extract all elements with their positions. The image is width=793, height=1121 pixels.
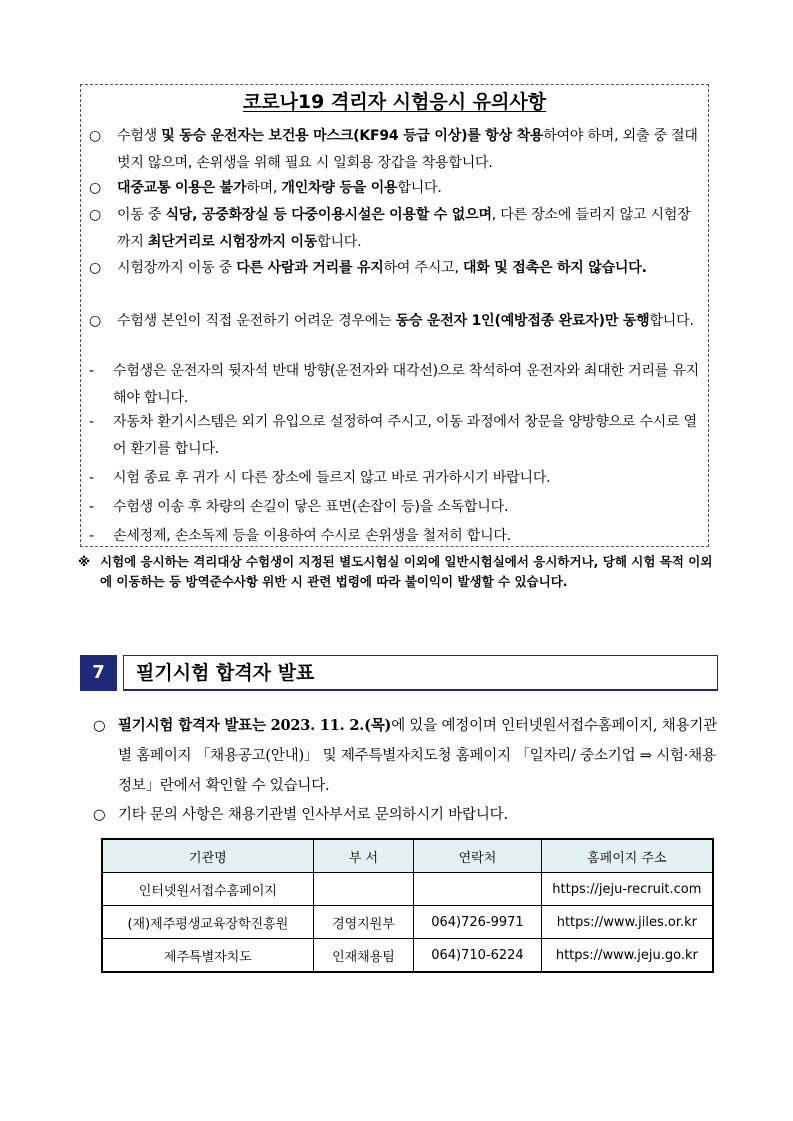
table-row xyxy=(102,873,713,906)
cell-homepage-link[interactable]: https://jeju-recruit.com xyxy=(541,873,713,906)
table-row xyxy=(102,939,713,973)
emphasis-text: 개인차량 등을 이용 xyxy=(281,180,398,196)
cell-department: 경영지원부 xyxy=(313,906,413,939)
body-text: 합니다. xyxy=(397,180,442,196)
body-text: 하며, xyxy=(246,180,282,196)
covid-item: ○ 수험생 및 동승 운전자는 보건용 마스크(KF94 등급 이상)를 항상 착용하여야 하며, 외출 중 절대 벗지 않으며, 손위생을 위해 필요 시 일회용 장갑을 착용합니다. xyxy=(89,128,698,171)
covid-subitem: - 수험생은 운전자의 뒷자석 반대 방향(운전자와 대각선)으로 착석하여 운전자와 최대한 거리를 유지해야 합니다. xyxy=(89,363,699,406)
header-contact: 연락처 xyxy=(414,839,542,873)
emphasis-text: 대중교통 이용은 불가 xyxy=(117,180,247,196)
covid-subitem: - 수험생 이송 후 차량의 손길이 닿은 표면(손잡이 등)을 소독합니다. xyxy=(89,499,509,515)
covid-notice-title: 코로나19 격리자 시험응시 유의사항 xyxy=(242,91,547,113)
body-text: 하여야 하며, 외출 중 절대 벗지 않으며, 손위생을 위해 필요 시 일회용 장갑을 착용합니다. xyxy=(117,128,698,171)
emphasis-text: 필기시험 합격자 발표는 2023. 11. 2.(목) xyxy=(118,717,392,734)
contacts-table xyxy=(101,838,714,973)
body-text: 수험생은 운전자의 뒷자석 반대 방향(운전자와 대각선)으로 착석하여 운전자와 최대한 거리를 유지해야 합니다. xyxy=(113,363,699,406)
body-text: 시험 종료 후 귀가 시 다른 장소에 들르지 않고 바로 귀가하시기 바랍니다. xyxy=(113,470,551,486)
cell-contact: 064)710-6224 xyxy=(414,939,542,973)
body-text: 시험장까지 이동 중 xyxy=(117,260,237,276)
table-row xyxy=(102,906,713,939)
emphasis-text: 다른 사람과 거리를 유지 xyxy=(236,260,384,276)
emphasis-text: 및 동승 운전자는 보건용 마스크(KF94 등급 이상)를 항상 착용 xyxy=(161,128,544,144)
table-header-row xyxy=(102,839,713,873)
body-text: 수험생 xyxy=(117,128,162,144)
body-text: 하여 주시고, xyxy=(383,260,463,276)
header-homepage: 홈페이지 주소 xyxy=(541,839,713,873)
emphasis-text: 식당, 공중화장실 등 다중이용시설은 이용할 수 없으며 xyxy=(165,207,492,223)
section-number: 7 xyxy=(80,655,117,691)
covid-item: ○ 시험장까지 이동 중 다른 사람과 거리를 유지하여 주시고, 대화 및 접촉은 하지 않습니다. xyxy=(89,260,647,276)
covid-item: ○ 이동 중 식당, 공중화장실 등 다중이용시설은 이용할 수 없으며, 다른 장소에 들리지 않고 시험장까지 최단거리로 시험장까지 이동합니다. xyxy=(89,207,691,250)
covid-subitem: - 시험 종료 후 귀가 시 다른 장소에 들르지 않고 바로 귀가하시기 바랍니다. xyxy=(89,470,551,486)
header-department: 부 서 xyxy=(313,839,413,873)
cell-agency: 인터넷원서접수홈페이지 xyxy=(102,873,313,906)
emphasis-text: 대화 및 접촉은 하지 않습니다. xyxy=(462,260,647,276)
covid-subitem: - 손세정제, 손소독제 등을 이용하여 수시로 손위생을 철저히 합니다. xyxy=(89,528,511,544)
cell-department xyxy=(313,873,413,906)
cell-department: 인재채용팀 xyxy=(313,939,413,973)
covid-item: ○ 수험생 본인이 직접 운전하기 어려운 경우에는 동승 운전자 1인(예방접종 완료자)만 동행합니다. xyxy=(89,313,694,329)
covid-subitem: - 자동차 환기시스템은 외기 유입으로 설정하여 주시고, 이동 과정에서 창문을 양방향으로 수시로 열어 환기를 합니다. xyxy=(89,414,697,457)
emphasis-text: 동승 운전자 1인(예방접종 완료자)만 동행 xyxy=(395,313,650,329)
body-text: 합니다. xyxy=(649,313,694,329)
body-text: 수험생 이송 후 차량의 손길이 닿은 표면(손잡이 등)을 소독합니다. xyxy=(113,499,509,515)
body-text: 에 있을 예정이며 인터넷원서접수홈페이지, 채용기관별 홈페이지 「채용공고(안내)」 및 제주특별자치도청 홈페이지 「일자리/ 중소기업 ⇒ 시험·채용정보」란에서 확인할 수 있습니다. xyxy=(118,718,718,794)
emphasis-text: 최단거리로 시험장까지 이동 xyxy=(147,234,318,250)
cell-contact: 064)726-9971 xyxy=(414,906,542,939)
announcement-paragraph: ○ 필기시험 합격자 발표는 2023. 11. 2.(목)에 있을 예정이며 인터넷원서접수홈페이지, 채용기관별 홈페이지 「채용공고(안내)」 및 제주특별자치도청 홈페이지 「일자리/ 중소기업 ⇒ 시험·채용정보」란에서 확인할 수 있습니다. xyxy=(93,717,718,794)
covid-notice-box xyxy=(80,84,709,547)
body-text: , 다른 장소에 들리지 않고 시험장까지 xyxy=(117,207,691,250)
inquiry-paragraph: ○ 기타 문의 사항은 채용기관별 인사부서로 문의하시기 바랍니다. xyxy=(93,807,508,823)
cell-contact xyxy=(414,873,542,906)
body-text: 수험생 본인이 직접 운전하기 어려운 경우에는 xyxy=(117,313,396,329)
covid-item: ○ 대중교통 이용은 불가하며, 개인차량 등을 이용합니다. xyxy=(89,180,442,196)
body-text: 자동차 환기시스템은 외기 유입으로 설정하여 주시고, 이동 과정에서 창문을 양방향으로 수시로 열어 환기를 합니다. xyxy=(113,414,697,457)
body-text: 이동 중 xyxy=(117,207,166,223)
header-agency: 기관명 xyxy=(102,839,313,873)
body-text: 손세정제, 손소독제 등을 이용하여 수시로 손위생을 철저히 합니다. xyxy=(113,528,511,544)
body-text: 기타 문의 사항은 채용기관별 인사부서로 문의하시기 바랍니다. xyxy=(118,807,508,823)
body-text: 합니다. xyxy=(317,234,362,250)
section-title: 필기시험 합격자 발표 xyxy=(123,655,718,691)
cell-agency: 제주특별자치도 xyxy=(102,939,313,973)
cell-homepage-link[interactable]: https://www.jiles.or.kr xyxy=(541,906,713,939)
cell-agency: (재)제주평생교육장학진흥원 xyxy=(102,906,313,939)
cell-homepage-link[interactable]: https://www.jeju.go.kr xyxy=(541,939,713,973)
violation-note: ※ 시험에 응시하는 격리대상 수험생이 지정된 별도시험실 이외에 일반시험실에서 응시하거나, 당해 시험 목적 이외에 이동하는 등 방역준수사항 위반 시 관련 법령에 따라 불이익이 발생할 수 있습니다. xyxy=(78,554,713,589)
